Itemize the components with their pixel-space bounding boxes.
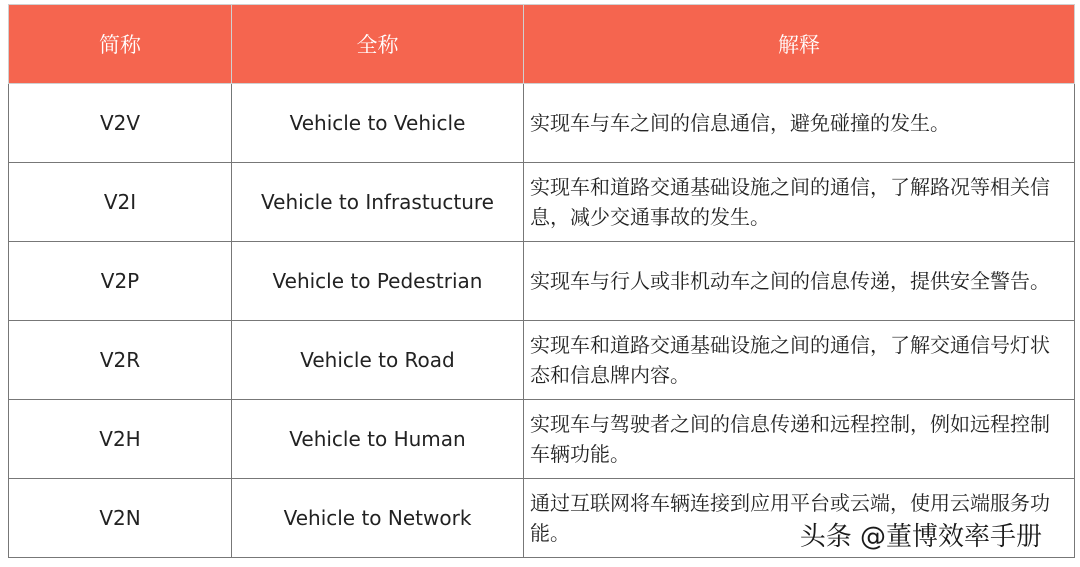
cell-abbr: V2H	[9, 400, 232, 479]
cell-desc: 实现车与行人或非机动车之间的信息传递，提供安全警告。	[524, 242, 1075, 321]
cell-full: Vehicle to Network	[232, 479, 524, 558]
cell-full: Vehicle to Human	[232, 400, 524, 479]
v2x-table	[8, 4, 1075, 558]
header-desc: 解释	[524, 5, 1075, 84]
cell-desc: 实现车与驾驶者之间的信息传递和远程控制，例如远程控制车辆功能。	[524, 400, 1075, 479]
cell-desc: 实现车和道路交通基础设施之间的通信，了解路况等相关信息，减少交通事故的发生。	[524, 163, 1075, 242]
cell-full: Vehicle to Infrastucture	[232, 163, 524, 242]
table-row	[9, 400, 1075, 479]
cell-desc: 实现车与车之间的信息通信，避免碰撞的发生。	[524, 84, 1075, 163]
cell-full: Vehicle to Pedestrian	[232, 242, 524, 321]
table-row	[9, 163, 1075, 242]
cell-desc: 通过互联网将车辆连接到应用平台或云端，使用云端服务功能。	[524, 479, 1075, 558]
cell-abbr: V2P	[9, 242, 232, 321]
cell-abbr: V2R	[9, 321, 232, 400]
cell-full: Vehicle to Road	[232, 321, 524, 400]
header-abbr: 简称	[9, 5, 232, 84]
table-container	[8, 4, 1074, 558]
cell-abbr: V2N	[9, 479, 232, 558]
header-full: 全称	[232, 5, 524, 84]
cell-abbr: V2V	[9, 84, 232, 163]
watermark: 头条 @董博效率手册	[796, 516, 1046, 553]
table-body	[9, 84, 1075, 558]
header-row	[9, 5, 1075, 84]
table-row	[9, 84, 1075, 163]
cell-desc: 实现车和道路交通基础设施之间的通信，了解交通信号灯状态和信息牌内容。	[524, 321, 1075, 400]
table-row	[9, 321, 1075, 400]
table-row	[9, 242, 1075, 321]
cell-abbr: V2I	[9, 163, 232, 242]
cell-full: Vehicle to Vehicle	[232, 84, 524, 163]
table-header	[9, 5, 1075, 84]
